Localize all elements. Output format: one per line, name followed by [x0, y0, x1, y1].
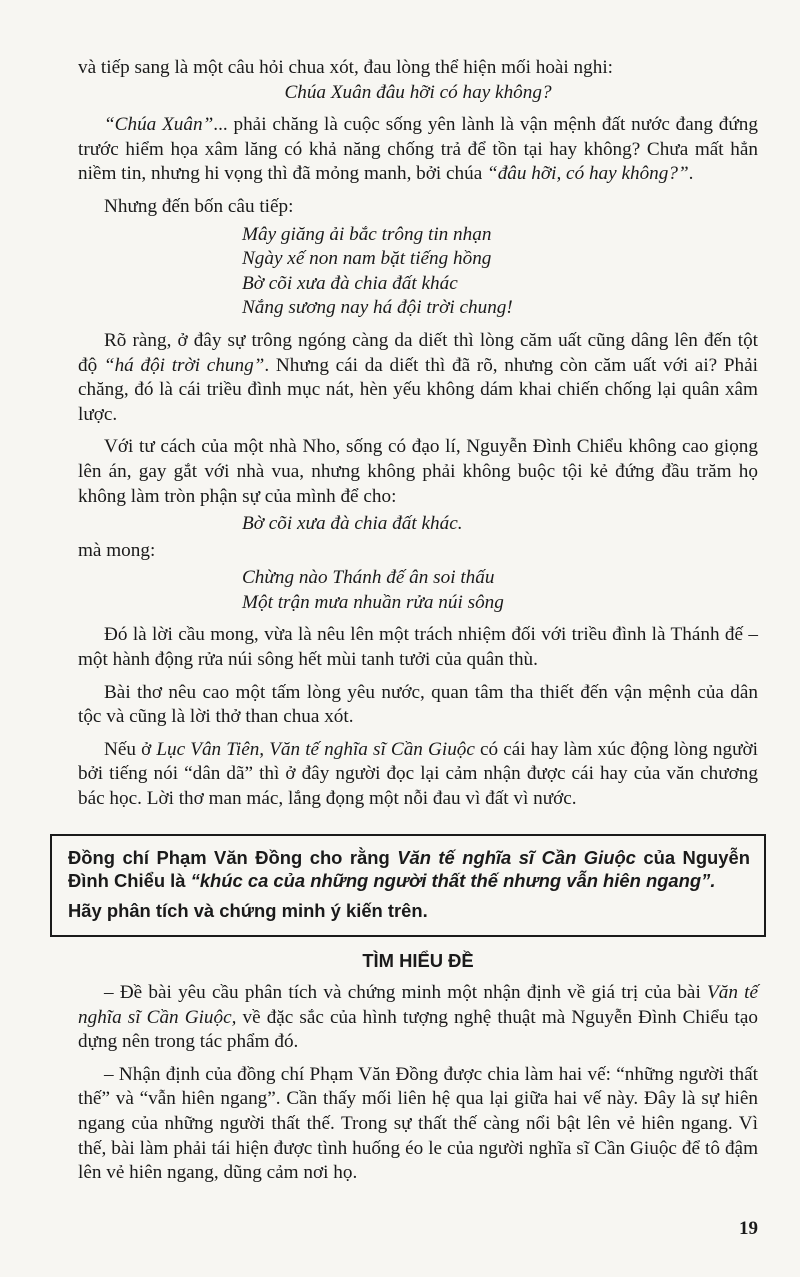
text-run: ... phải chăng là cuộc sống yên lành là vận mệnh đất nước đang đứng trước hiểm họa xâm lăng có khả năng chống trả để tồn tại hay không? Chưa mất hẳn niềm tin, nhưng hi vọng thì đã mỏng manh, bởi chúa [78, 114, 758, 185]
paragraph-van-chuong [78, 738, 758, 812]
italic-phrase: “đâu hỡi, có hay không?” [487, 163, 689, 185]
verse-block-1 [242, 223, 758, 321]
italic-phrase: “khúc ca của những người thất thế nhưng vẫn hiên ngang”. [190, 870, 716, 892]
text-run: Nếu ở [104, 738, 157, 760]
page-number: 19 [739, 1218, 758, 1239]
verse-block-2 [242, 512, 758, 537]
paragraph-intro: và tiếp sang là một câu hỏi chua xót, đau lòng thể hiện mối hoài nghi: [78, 57, 614, 78]
verse-line: Bờ cõi xưa đà chia đất khác [242, 272, 458, 294]
verse-line: Nắng sương nay há đội trời chung! [242, 297, 513, 319]
italic-phrase: Lục Vân Tiên, Văn tế nghĩa sĩ Cần Giuộc [156, 738, 475, 760]
verse-line: Chừng nào Thánh đế ân soi thấu [242, 567, 495, 589]
paragraph-de-bai [78, 981, 758, 1055]
text-run: . [688, 163, 694, 185]
text-run: Đồng chí Phạm Văn Đồng cho rằng [68, 846, 398, 868]
paragraph-ma-mong: mà mong: [78, 539, 156, 561]
section-heading: TÌM HIỂU ĐỀ [362, 950, 474, 972]
verse-line: Bờ cõi xưa đà chia đất khác. [242, 513, 463, 535]
paragraph-chua-xuan [78, 113, 758, 187]
paragraph-nhan-dinh: – Nhận định của đồng chí Phạm Văn Đồng được chia làm hai vế: “những người thất thế” và “vẫn hiên ngang”. Cần thấy mối liên hệ qua lại giữa hai vế này. Đây là sự hiên ngang của những người thất thế. Trong sự thất thế càng nổi bật lên vẻ hiên ngang. Vì thế, bài làm phải tái hiện được tình huống éo le của người nghĩa sĩ Cần Giuộc để tô đậm lên vẻ hiên ngang, dũng cảm nơi họ. [78, 1063, 758, 1184]
verse-line: Ngày xế non nam bặt tiếng hồng [242, 248, 492, 270]
text-run: của Nguyễn Đình Chiểu là [68, 846, 750, 892]
quote-chua-xuan: Chúa Xuân đâu hỡi có hay không? [284, 81, 552, 103]
italic-phrase: Văn tế nghĩa sĩ Cần Giuộc, [78, 982, 758, 1028]
verse-line: Một trận mưa nhuần rửa núi sông [242, 591, 504, 613]
exercise-box [50, 834, 766, 937]
exercise-prompt [68, 846, 750, 894]
paragraph-yeu-nuoc: Bài thơ nêu cao một tấm lòng yêu nước, quan tâm tha thiết đến vận mệnh của dân tộc và cũng là lời thở than chua xót. [78, 681, 758, 728]
verse-block-3 [242, 566, 758, 615]
text-run: Rõ ràng, ở đây sự trông ngóng càng da diết thì lòng căm uất cũng dâng lên đến tột độ [78, 329, 758, 376]
text-run: . Nhưng cái da diết thì đã rõ, nhưng còn căm uất với ai? Phải chăng, đó là cái triều đình mục nát, hèn yếu không dám khai chiến chống lại quân xâm lược. [78, 354, 758, 425]
verse-line: Mây giăng ải bắc trông tin nhạn [242, 223, 492, 245]
text-run: về đặc sắc của hình tượng nghệ thuật mà Nguyễn Đình Chiểu tạo dựng nên trong tác phẩm đó. [78, 1006, 758, 1053]
exercise-task: Hãy phân tích và chứng minh ý kiến trên. [68, 900, 428, 922]
paragraph-bon-cau: Nhưng đến bốn câu tiếp: [104, 195, 294, 217]
paragraph-ro-rang [78, 329, 758, 427]
paragraph-cau-mong: Đó là lời cầu mong, vừa là nêu lên một trách nhiệm đối với triều đình là Thánh đế – một hành động rửa núi sông hết mùi tanh tưởi của quân thù. [78, 624, 758, 671]
paragraph-nha-nho: Với tư cách của một nhà Nho, sống có đạo lí, Nguyễn Đình Chiểu không cao giọng lên án, gay gắt với nhà vua, nhưng không phải không buộc tội kẻ đứng đầu trăm họ không làm tròn phận sự của mình để cho: [78, 436, 758, 507]
text-run: có cái hay làm xúc động lòng người bởi tiếng nói “dân dã” thì ở đây người đọc lại cảm nhận được cái hay của văn chương bác học. Lời thơ man mác, lắng đọng một nỗi đau vì đất vì nước. [78, 738, 758, 810]
italic-phrase: Văn tế nghĩa sĩ Cần Giuộc [397, 846, 636, 868]
italic-phrase: “Chúa Xuân” [104, 114, 214, 136]
text-run: – Đề bài yêu cầu phân tích và chứng minh một nhận định về giá trị của bài [104, 982, 707, 1004]
italic-phrase: “há đội trời chung” [103, 354, 265, 376]
